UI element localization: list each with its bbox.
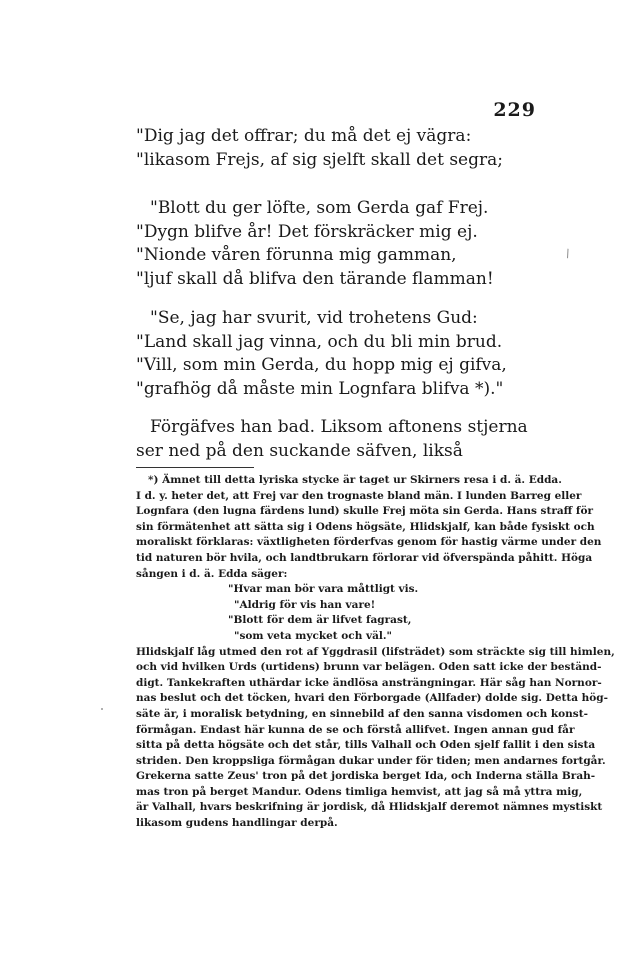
footnote-line: *) Ämnet till detta lyriska stycke är taget ur Skirners resa i d. ä. Edda. bbox=[148, 474, 562, 486]
poem-line: "ljuf skall då blifva den tärande flamman! bbox=[136, 268, 494, 289]
poem-line: "Se, jag har svurit, vid trohetens Gud: bbox=[150, 308, 478, 328]
footnote-line: likasom gudens handlingar derpå. bbox=[136, 817, 338, 830]
poem-stanza-1 bbox=[136, 125, 536, 172]
prose-line: Förgäfves han bad. Liksom aftonens stjerna bbox=[150, 417, 528, 437]
footnote-line: säte är, i moralisk betydning, en sinnebild af den sanna visdomen och konst- bbox=[136, 707, 588, 720]
poem-line: "Dygn blifve år! Det förskräcker mig ej. bbox=[136, 221, 478, 242]
poem-line: "Vill, som min Gerda, du hopp mig ej gifva, bbox=[136, 355, 507, 375]
footnote-line: striden. Den kroppsliga förmågan dukar under för tiden; men andarnes fortgår. bbox=[136, 754, 606, 767]
poem-stanza-2 bbox=[136, 197, 536, 291]
page-number: 229 bbox=[493, 99, 536, 121]
footnote-verse-line: "Aldrig för vis han vare! bbox=[234, 598, 376, 611]
footnote-verse-line: "Hvar man bör vara måttligt vis. bbox=[228, 583, 419, 596]
scan-mark: \ bbox=[563, 246, 572, 261]
footnote-line: mas tron på berget Mandur. Odens timliga hemvist, att jag så må yttra mig, bbox=[136, 785, 583, 798]
footnote-line: digt. Tankekraften uthärdar icke ändlösa ansträngningar. Här såg han Nornor- bbox=[136, 676, 602, 689]
footnote bbox=[136, 473, 615, 832]
footnote-line: förmågan. Endast här kunna de se och förstå allifvet. Ingen annan gud får bbox=[136, 723, 575, 736]
poem-line: "Dig jag det offrar; du må det ej vägra: bbox=[136, 126, 472, 146]
footnote-verse-line: "Blott för dem är lifvet fagrast, bbox=[228, 614, 412, 627]
poem-line: "grafhög då måste min Lognfara blifva *)." bbox=[136, 378, 504, 399]
poem-stanza-3 bbox=[136, 307, 536, 401]
poem-line: "Nionde våren förunna mig gamman, bbox=[136, 245, 457, 265]
footnote-line: moraliskt förklaras: växtligheten förderfvas genom för hastig värme under den bbox=[136, 536, 602, 549]
footnote-line: är Valhall, hvars beskrifning är jordisk, då Hlidskjalf deremot nämnes mystiskt bbox=[136, 801, 603, 814]
footnote-line: sitta på detta högsäte och det står, tills Valhall och Oden sjelf fallit i den sista bbox=[136, 739, 596, 752]
footnote-rule bbox=[136, 467, 254, 468]
prose-paragraph bbox=[136, 416, 536, 463]
footnote-line: Hlidskjalf låg utmed den rot af Yggdrasil (lifsträdet) som sträckte sig till himlen, bbox=[136, 645, 615, 658]
footnote-line: nas beslut och det töcken, hvari den Förborgade (Allfader) dolde sig. Detta hög- bbox=[136, 692, 609, 705]
footnote-line: och vid hvilken Urds (urtidens) brunn var belägen. Oden satt icke der beständ- bbox=[136, 661, 602, 674]
poem-line: "Land skall jag vinna, och du bli min brud. bbox=[136, 331, 503, 352]
footnote-verse-line: "som veta mycket och väl." bbox=[234, 629, 393, 642]
footnote-line: sången i d. ä. Edda säger: bbox=[136, 567, 288, 580]
footnote-line: I d. y. heter det, att Frej var den trognaste bland män. I lunden Barreg eller bbox=[136, 489, 582, 502]
footnote-line: Lognfara (den lugna färdens lund) skulle Frej möta sin Gerda. Hans straff för bbox=[136, 505, 593, 518]
footnote-line: sin förmätenhet att sätta sig i Odens högsäte, Hlidskjalf, kan både fysiskt och bbox=[136, 520, 595, 533]
poem-line: "likasom Frejs, af sig sjelft skall det segra; bbox=[136, 149, 503, 170]
scan-speck bbox=[101, 708, 103, 710]
prose-line: ser ned på den suckande säfven, likså bbox=[136, 440, 463, 461]
footnote-line: Grekerna satte Zeus' tron på det jordiska berget Ida, och Inderna ställa Brah- bbox=[136, 770, 596, 783]
footnote-line: tid naturen bör hvila, och landtbrukarn förlorar vid öfverspända påhitt. Höga bbox=[136, 551, 593, 564]
poem-line: "Blott du ger löfte, som Gerda gaf Frej. bbox=[150, 198, 489, 218]
